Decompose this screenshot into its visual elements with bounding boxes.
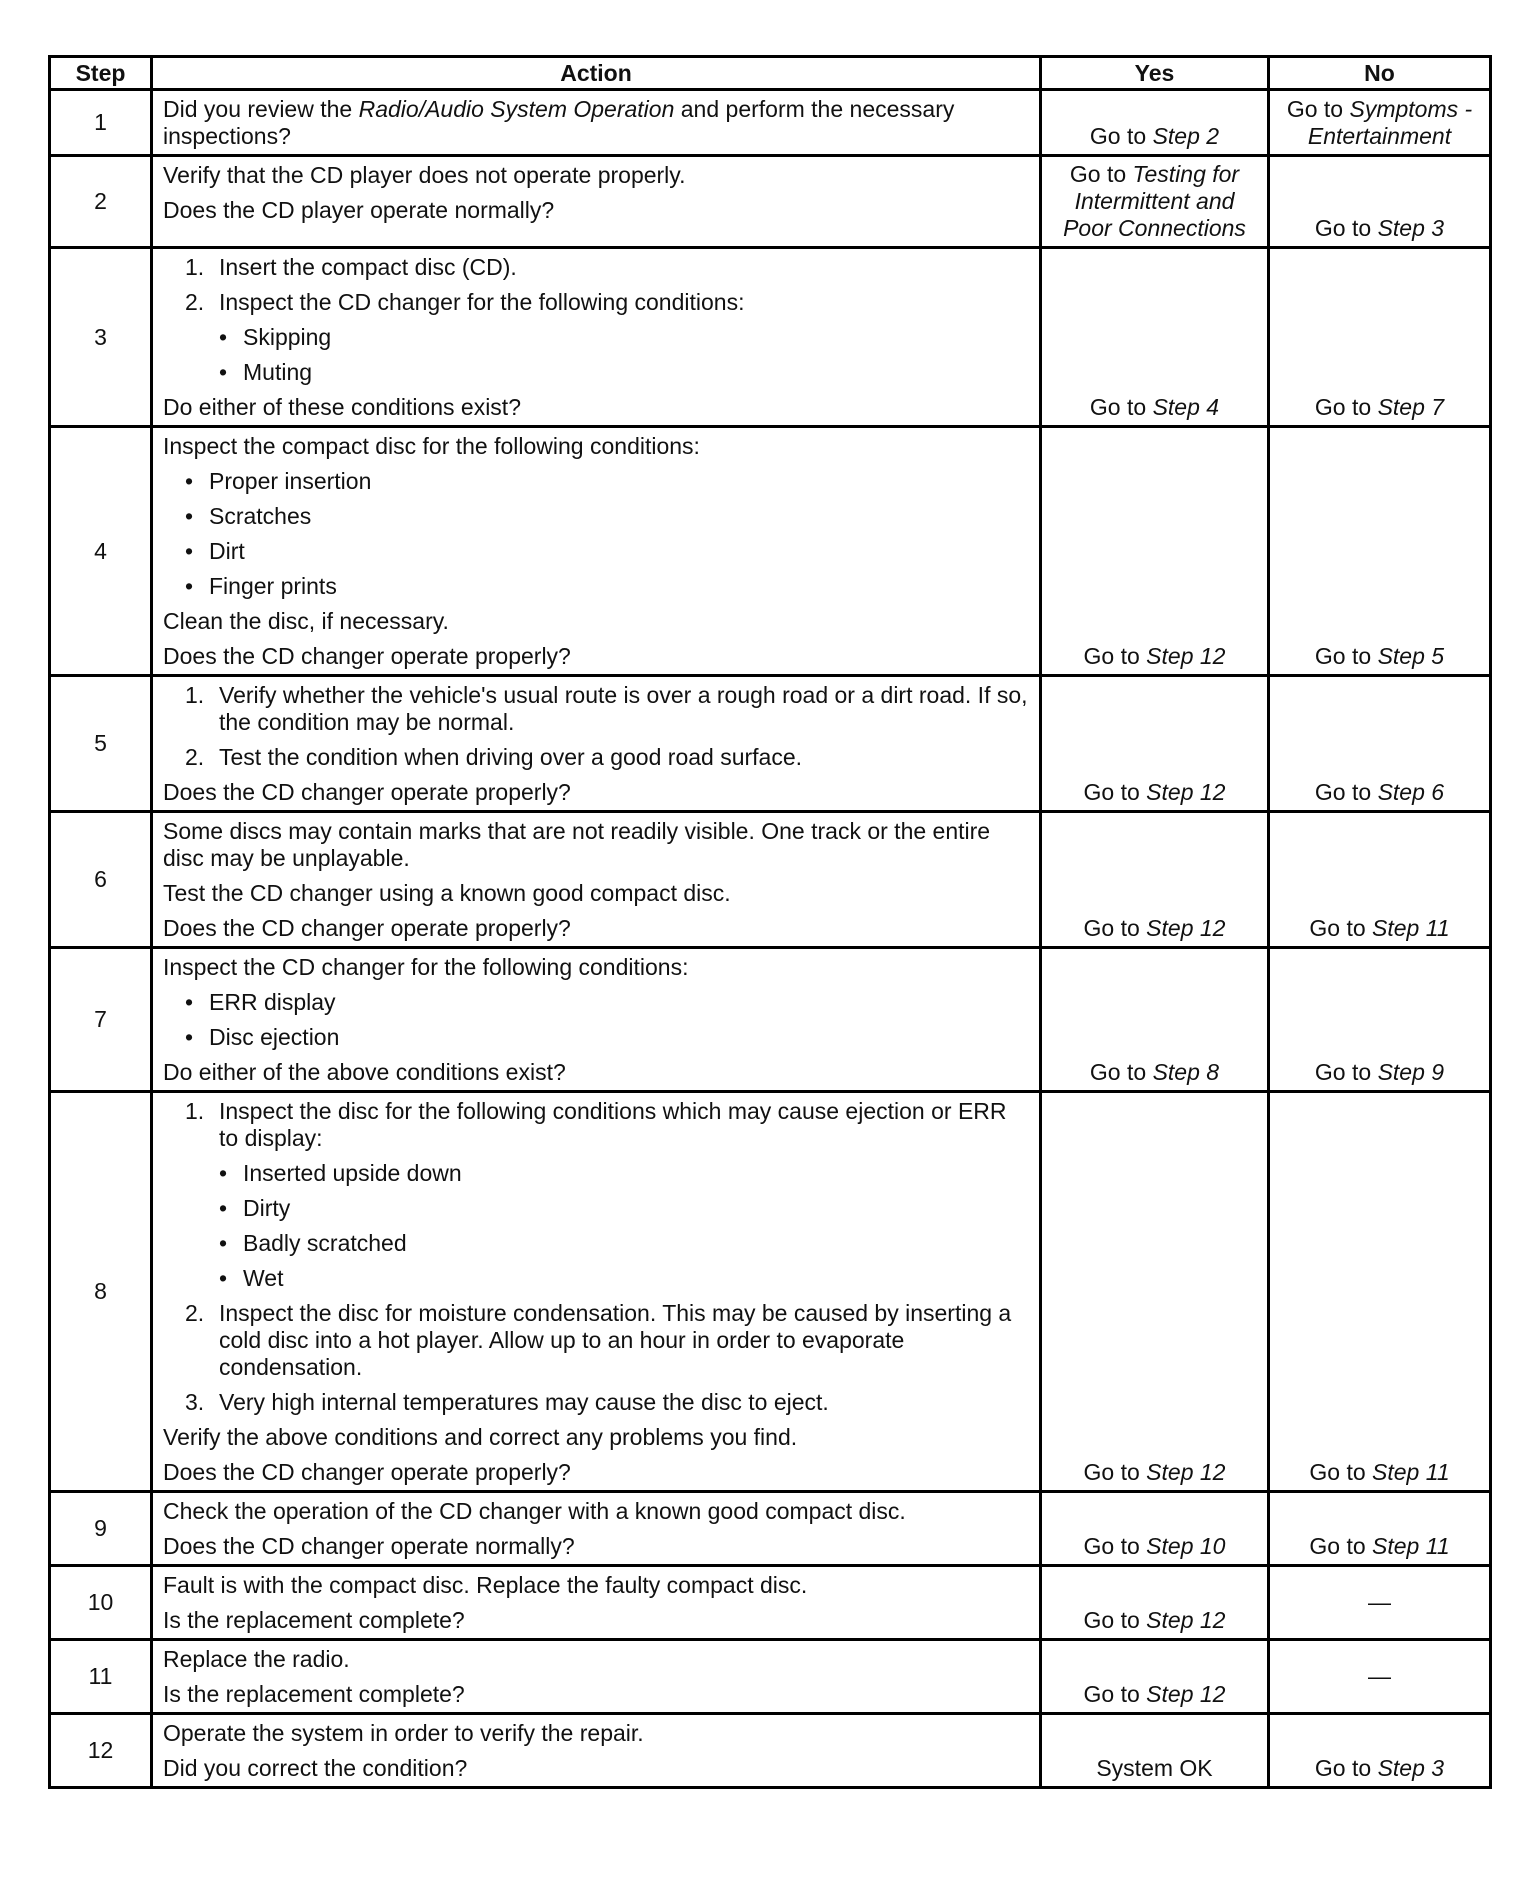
text-segment: Go to (1309, 915, 1373, 941)
bullet-text: Dirty (243, 1195, 291, 1221)
text-segment: Go to (1083, 915, 1147, 941)
bullet-icon: • (219, 1160, 228, 1186)
reference-text: Step 12 (1146, 779, 1226, 805)
item-text (219, 744, 1029, 771)
yes-outcome (1041, 1714, 1269, 1788)
table-row (50, 248, 1491, 427)
text-segment: Does the CD changer operate properly? (163, 779, 571, 805)
header-step: Step (50, 57, 152, 90)
text-segment: Go to (1083, 779, 1147, 805)
reference-text: Step 5 (1377, 643, 1445, 669)
action-line (163, 1059, 1029, 1086)
table-row (50, 1566, 1491, 1640)
action-line (163, 96, 1029, 150)
action-cell (152, 1092, 1041, 1492)
bullet-text (209, 1024, 339, 1051)
text-segment: Does the CD changer operate properly? (163, 643, 571, 669)
yes-outcome (1041, 676, 1269, 812)
step-number: 11 (50, 1640, 152, 1714)
text-segment: Go to (1089, 123, 1153, 149)
text-segment: — (1368, 1663, 1391, 1689)
action-cell (152, 90, 1041, 156)
item-text (219, 682, 1029, 736)
no-outcome (1269, 248, 1491, 427)
bullet-text (209, 989, 336, 1016)
bullet-item (163, 573, 1029, 600)
action-line (163, 1681, 1029, 1708)
text-segment: Inspect the CD changer for the following conditions: (219, 289, 745, 315)
action-line (163, 394, 1029, 421)
action-line (163, 197, 1029, 224)
reference-text: Step 12 (1146, 1607, 1226, 1633)
action-line (163, 608, 1029, 635)
bullet-text: Badly scratched (243, 1230, 407, 1256)
table-row (50, 676, 1491, 812)
no-outcome (1269, 676, 1491, 812)
text-segment: Did you review the (163, 96, 359, 122)
reference-text: Symptoms - Entertainment (1307, 96, 1473, 149)
sub-list (219, 324, 1029, 386)
no-outcome (1269, 156, 1491, 248)
action-cell (152, 156, 1041, 248)
action-line (163, 880, 1029, 907)
action-line (163, 779, 1029, 806)
table-body (50, 90, 1491, 1788)
reference-text: Step 6 (1377, 779, 1445, 805)
numbered-item (163, 1300, 1029, 1381)
reference-text: Step 12 (1146, 915, 1226, 941)
text-segment: Does the CD player operate normally? (163, 197, 555, 223)
reference-text: Step 12 (1146, 643, 1226, 669)
action-cell (152, 427, 1041, 676)
yes-outcome (1041, 948, 1269, 1092)
text-segment: Inspect the disc for the following conditions which may cause ejection or ERR to display: (219, 1098, 1007, 1151)
text-segment: Inspect the disc for moisture condensation. This may be caused by inserting a cold disc into a hot player. Allow up to an hour in order to evaporate condensation. (219, 1300, 1012, 1380)
action-line (163, 1572, 1029, 1599)
text-segment: Disc ejection (209, 1024, 340, 1050)
bullet-item (163, 503, 1029, 530)
header-row (50, 57, 1491, 90)
table-row (50, 1092, 1491, 1492)
item-text (219, 289, 1029, 386)
item-number: 3. (185, 1389, 205, 1415)
text-segment: Finger prints (209, 573, 337, 599)
text-segment: Test the CD changer using a known good compact disc. (163, 880, 731, 906)
reference-text: Step 2 (1152, 123, 1220, 149)
item-number: 1. (185, 1098, 205, 1124)
step-number: 5 (50, 676, 152, 812)
table-row (50, 90, 1491, 156)
no-outcome (1269, 427, 1491, 676)
table-row (50, 812, 1491, 948)
item-text (219, 1300, 1029, 1381)
no-outcome (1269, 1640, 1491, 1714)
table-row (50, 948, 1491, 1092)
text-segment: Proper insertion (209, 468, 372, 494)
text-segment: System OK (1096, 1755, 1213, 1781)
numbered-item (163, 1389, 1029, 1416)
header-yes: Yes (1041, 57, 1269, 90)
text-segment: Test the condition when driving over a good road surface. (219, 744, 803, 770)
bullet-icon: • (219, 324, 228, 350)
action-line (163, 1646, 1029, 1673)
text-segment: Go to (1309, 1533, 1373, 1559)
action-cell (152, 1714, 1041, 1788)
text-segment: Go to (1314, 1059, 1378, 1085)
text-segment: Go to (1083, 1459, 1147, 1485)
diagnostic-table (48, 55, 1492, 1789)
action-cell (152, 1492, 1041, 1566)
bullet-icon: • (185, 503, 194, 529)
bullet-text: Wet (243, 1265, 284, 1291)
step-number: 12 (50, 1714, 152, 1788)
numbered-item (163, 682, 1029, 736)
step-number: 1 (50, 90, 152, 156)
bullet-text (209, 468, 371, 495)
text-segment: Does the CD changer operate properly? (163, 1459, 571, 1485)
text-segment: Go to (1314, 394, 1378, 420)
reference-text: Step 12 (1146, 1459, 1226, 1485)
reference-text: Testing for Intermittent and Poor Connections (1063, 161, 1246, 241)
text-segment: Go to (1314, 215, 1378, 241)
text-segment: and perform the necessary inspections? (163, 96, 955, 149)
text-segment: Verify that the CD player does not operate properly. (163, 162, 686, 188)
text-segment: Go to (1286, 96, 1350, 122)
text-segment: Go to (1069, 161, 1133, 187)
sub-list (219, 1160, 1029, 1292)
action-line (163, 1720, 1029, 1747)
bullet-icon: • (185, 989, 194, 1015)
header-no: No (1269, 57, 1491, 90)
yes-outcome (1041, 427, 1269, 676)
yes-outcome (1041, 1492, 1269, 1566)
step-number: 2 (50, 156, 152, 248)
step-number: 3 (50, 248, 152, 427)
bullet-text: Skipping (243, 324, 332, 350)
step-number: 10 (50, 1566, 152, 1640)
step-number: 6 (50, 812, 152, 948)
reference-text: Step 9 (1377, 1059, 1445, 1085)
yes-outcome (1041, 248, 1269, 427)
bullet-icon: • (185, 573, 194, 599)
text-segment: Fault is with the compact disc. Replace the faulty compact disc. (163, 1572, 808, 1598)
action-line (163, 1424, 1029, 1451)
action-line (163, 1498, 1029, 1525)
bullet-item (163, 989, 1029, 1016)
action-line (163, 643, 1029, 670)
text-segment: Do either of the above conditions exist? (163, 1059, 566, 1085)
text-segment: Is the replacement complete? (163, 1607, 465, 1633)
action-line (163, 1607, 1029, 1634)
no-outcome (1269, 948, 1491, 1092)
yes-outcome (1041, 1566, 1269, 1640)
numbered-item (163, 744, 1029, 771)
action-cell (152, 248, 1041, 427)
text-segment: Go to (1314, 779, 1378, 805)
text-segment: Operate the system in order to verify the repair. (163, 1720, 644, 1746)
text-segment: Did you correct the condition? (163, 1755, 468, 1781)
bullet-item (163, 538, 1029, 565)
action-cell (152, 948, 1041, 1092)
text-segment: Do either of these conditions exist? (163, 394, 521, 420)
text-segment: Some discs may contain marks that are not readily visible. One track or the entire disc may be unplayable. (163, 818, 991, 871)
text-segment: Check the operation of the CD changer with a known good compact disc. (163, 1498, 906, 1524)
table-row (50, 1492, 1491, 1566)
reference-text: Step 3 (1377, 1755, 1445, 1781)
text-segment: Clean the disc, if necessary. (163, 608, 449, 634)
text-segment: Verify whether the vehicle's usual route is over a rough road or a dirt road. If so, the condition may be normal. (219, 682, 1028, 735)
reference-text: Step 12 (1146, 1681, 1226, 1707)
yes-outcome (1041, 812, 1269, 948)
reference-text: Step 11 (1372, 1459, 1450, 1485)
text-segment: Go to (1083, 1533, 1147, 1559)
bullet-icon: • (219, 1265, 228, 1291)
action-line (163, 1459, 1029, 1486)
item-number: 2. (185, 744, 205, 770)
bullet-item (219, 1160, 1029, 1187)
bullet-item (219, 1265, 1029, 1292)
text-segment: Does the CD changer operate normally? (163, 1533, 575, 1559)
numbered-item (163, 1098, 1029, 1292)
text-segment: Go to (1083, 1681, 1147, 1707)
item-number: 2. (185, 289, 205, 315)
action-line (163, 162, 1029, 189)
action-cell (152, 1640, 1041, 1714)
text-segment: Scratches (209, 503, 312, 529)
step-number: 9 (50, 1492, 152, 1566)
reference-text: Step 11 (1372, 915, 1450, 941)
text-segment: Go to (1314, 643, 1378, 669)
bullet-text (209, 503, 311, 530)
text-segment: Replace the radio. (163, 1646, 350, 1672)
bullet-text: Inserted upside down (243, 1160, 462, 1186)
text-segment: Very high internal temperatures may cause the disc to eject. (219, 1389, 829, 1415)
item-number: 2. (185, 1300, 205, 1326)
item-number: 1. (185, 682, 205, 708)
item-text (219, 1389, 1029, 1416)
action-line (163, 433, 1029, 460)
bullet-icon: • (185, 1024, 194, 1050)
text-segment: ERR display (209, 989, 336, 1015)
bullet-icon: • (219, 359, 228, 385)
bullet-item (163, 468, 1029, 495)
no-outcome (1269, 1492, 1491, 1566)
action-line (163, 818, 1029, 872)
bullet-item (219, 1195, 1029, 1222)
no-outcome (1269, 90, 1491, 156)
action-cell (152, 676, 1041, 812)
text-segment: Inspect the compact disc for the following conditions: (163, 433, 700, 459)
no-outcome (1269, 1566, 1491, 1640)
yes-outcome (1041, 1092, 1269, 1492)
bullet-item (163, 1024, 1029, 1051)
yes-outcome (1041, 156, 1269, 248)
numbered-item (163, 254, 1029, 281)
table-row (50, 427, 1491, 676)
text-segment: Go to (1309, 1459, 1373, 1485)
table-row (50, 156, 1491, 248)
text-segment: Insert the compact disc (CD). (219, 254, 517, 280)
item-text (219, 1098, 1029, 1292)
action-cell (152, 1566, 1041, 1640)
item-text (219, 254, 1029, 281)
bullet-icon: • (219, 1230, 228, 1256)
action-line (163, 1755, 1029, 1782)
reference-text: Step 11 (1372, 1533, 1450, 1559)
text-segment: Go to (1083, 1607, 1147, 1633)
text-segment: Go to (1314, 1755, 1378, 1781)
step-number: 8 (50, 1092, 152, 1492)
reference-text: Step 8 (1152, 1059, 1220, 1085)
step-number: 7 (50, 948, 152, 1092)
text-segment: Does the CD changer operate properly? (163, 915, 571, 941)
bullet-icon: • (185, 468, 194, 494)
text-segment: Inspect the CD changer for the following conditions: (163, 954, 689, 980)
table-row (50, 1714, 1491, 1788)
no-outcome (1269, 1714, 1491, 1788)
bullet-icon: • (219, 1195, 228, 1221)
action-cell (152, 812, 1041, 948)
text-segment: Dirt (209, 538, 245, 564)
header-action: Action (152, 57, 1041, 90)
no-outcome (1269, 812, 1491, 948)
bullet-icon: • (185, 538, 194, 564)
yes-outcome (1041, 90, 1269, 156)
bullet-text: Muting (243, 359, 313, 385)
text-segment: — (1368, 1589, 1391, 1615)
action-line (163, 1533, 1029, 1560)
reference-text: Step 7 (1377, 394, 1445, 420)
text-segment: Is the replacement complete? (163, 1681, 465, 1707)
action-line (163, 915, 1029, 942)
text-segment: Go to (1083, 643, 1147, 669)
numbered-item (163, 289, 1029, 386)
reference-text: Step 3 (1377, 215, 1445, 241)
reference-text: Radio/Audio System Operation (358, 96, 675, 122)
reference-text: Step 4 (1152, 394, 1220, 420)
bullet-text (209, 538, 245, 565)
item-number: 1. (185, 254, 205, 280)
no-outcome (1269, 1092, 1491, 1492)
bullet-item (219, 1230, 1029, 1257)
text-segment: Go to (1089, 1059, 1153, 1085)
yes-outcome (1041, 1640, 1269, 1714)
text-segment: Verify the above conditions and correct any problems you find. (163, 1424, 798, 1450)
action-line (163, 954, 1029, 981)
table-row (50, 1640, 1491, 1714)
bullet-item (219, 324, 1029, 351)
bullet-text (209, 573, 337, 600)
step-number: 4 (50, 427, 152, 676)
bullet-item (219, 359, 1029, 386)
reference-text: Step 10 (1146, 1533, 1226, 1559)
text-segment: Go to (1089, 394, 1153, 420)
